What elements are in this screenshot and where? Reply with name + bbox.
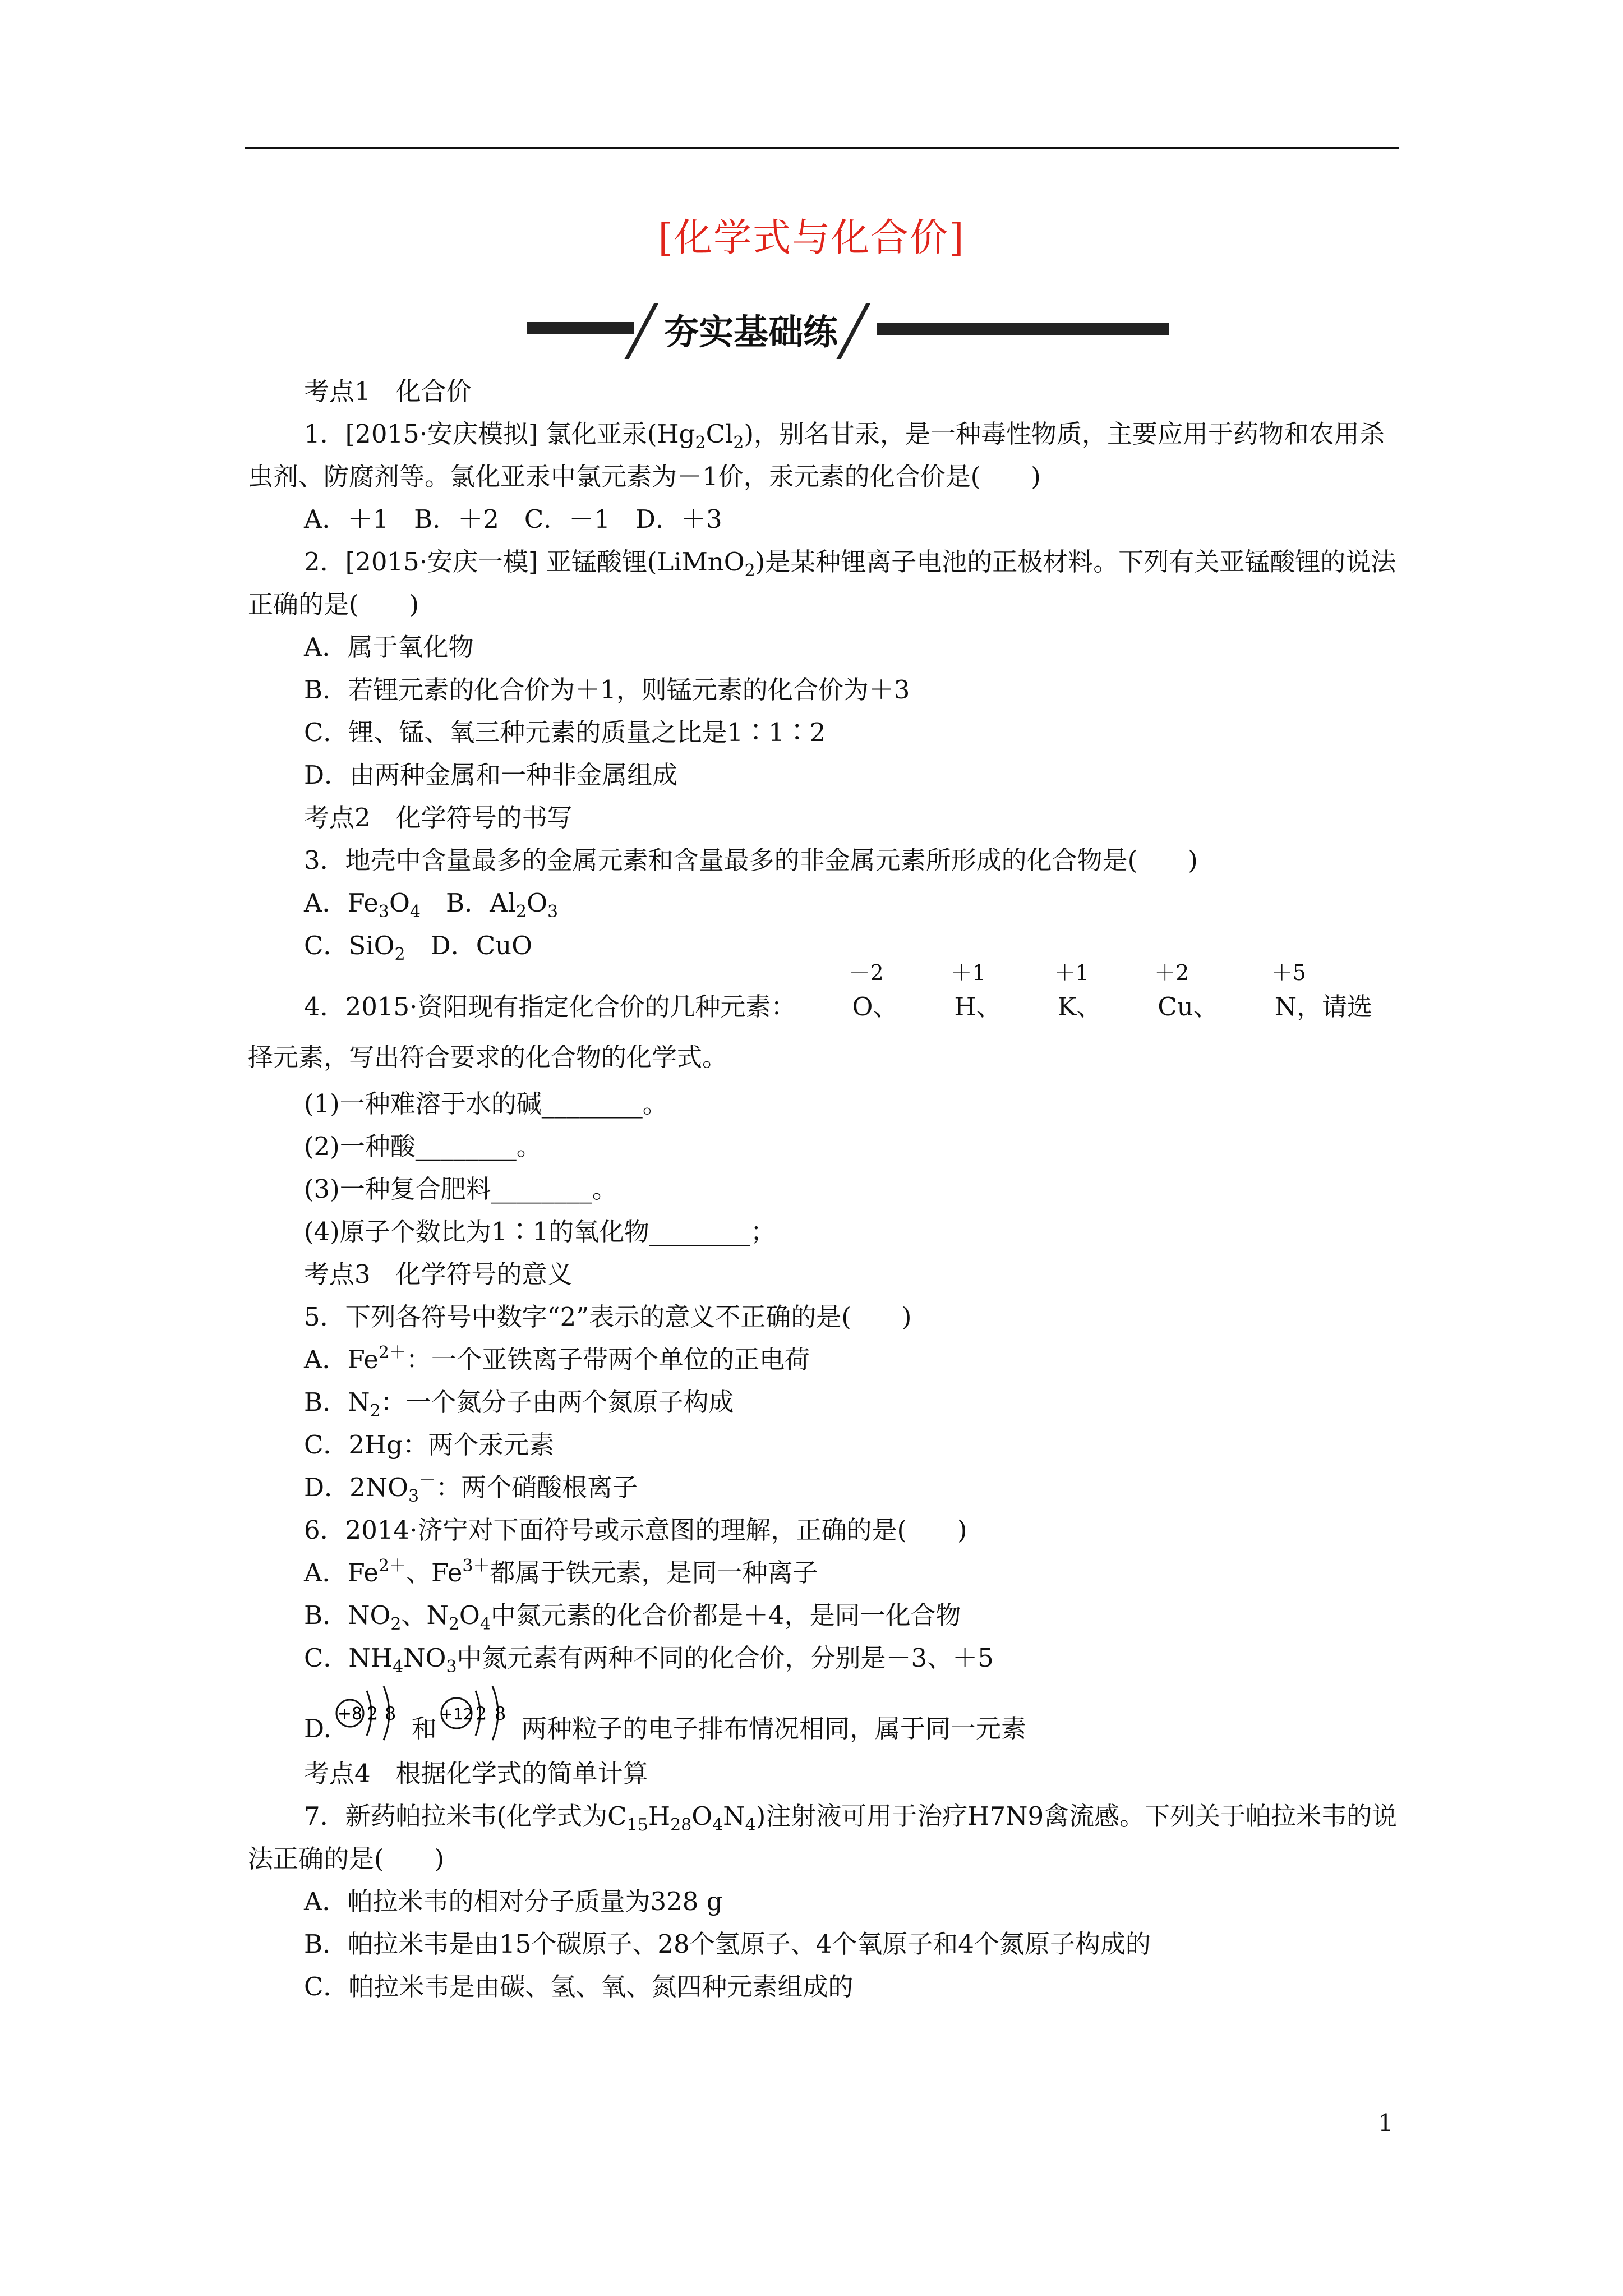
banner-bar-right <box>877 323 1169 335</box>
q1-text-b: Cl <box>706 419 734 449</box>
q3-option-c: C．SiO <box>304 931 395 960</box>
top-rule <box>245 147 1399 149</box>
atom-diagram-magnesium <box>439 1680 528 1747</box>
question-3-options-ab: A．$Fe_3O_4$ B．$Al_2O_3$ <box>304 888 559 922</box>
q2-text-a: 2．[2015·安庆一模] 亚锰酸锂(LiMnO <box>304 547 745 577</box>
q4-text-b: ，请选择元素，写出符合要求的化合物的化学式。 <box>248 992 1373 1072</box>
worksheet-content <box>248 370 1398 2008</box>
question-2-option-c: C．锂、锰、氧三种元素的质量之比是1∶1∶2 <box>304 717 826 747</box>
question-6-option-c: C．$NH_4NO_3$中氮元素有两种不同的化合价，分别是－3、＋5 <box>304 1643 994 1677</box>
question-2-stem: 2．[2015·安庆一模] 亚锰酸锂(LiMnO$_2$)是某种锂离子电池的正极材料。下列有关亚锰酸锂的说法正确的是( ) <box>248 547 1396 619</box>
nucleus-charge: +12 <box>440 1705 473 1723</box>
question-1-options: A．＋1 B．＋2 C．－1 D．＋3 <box>304 504 722 534</box>
question-4-stem: 4．2015·资阳现有指定化合价的几种元素： －2 O、 ＋1 H、 ＋1 K、 ＋2 Cu、 ＋5 N，请选择元素，写出符合要求的化合物的化学式。 <box>248 960 1373 1072</box>
banner-bar-left <box>527 322 634 334</box>
banner-label: 夯实基础练 <box>663 311 838 352</box>
q4-text-a: 4．2015·资阳现有指定化合价的几种元素： <box>304 992 796 1022</box>
shell-electrons-1: 2 <box>366 1703 379 1724</box>
question-5-option-c: C．2Hg：两个汞元素 <box>304 1430 555 1460</box>
page-title: [化学式与化合价] <box>658 216 965 260</box>
page-number: 1 <box>1378 2109 1393 2137</box>
question-5-option-a: A．$Fe^{2+}$：一个亚铁离子带两个单位的正电荷 <box>304 1343 810 1374</box>
section-heading-2: 考点2 化学符号的书写 <box>304 803 573 832</box>
shell-electrons-1: 2 <box>475 1703 487 1724</box>
question-2-option-d: D．由两种金属和一种非金属组成 <box>304 760 678 790</box>
question-7-stem: 7．新药帕拉米韦(化学式为$C_{15}H_{28}O_4N_4$)注射液可用于治疗H7N9禽流感。下列关于帕拉米韦的说法正确的是( ) <box>248 1801 1398 1874</box>
question-6-option-b: B．$NO_2$、$N_2O_4$中氮元素的化合价都是＋4，是同一化合物 <box>304 1600 961 1634</box>
question-2-option-a: A．属于氧化物 <box>304 632 474 662</box>
q6-d-text: 两种粒子的电子排布情况相同，属于同一元素 <box>522 1714 1027 1743</box>
valence-cu: ＋2 Cu <box>1154 960 1193 1022</box>
shell-electrons-2: 8 <box>494 1703 506 1724</box>
question-4-sub-1: (1)一种难溶于水的碱________。 <box>304 1089 668 1119</box>
q7-text-a: 7．新药帕拉米韦(化学式为C <box>304 1801 627 1831</box>
section-heading-3: 考点3 化学符号的意义 <box>304 1259 573 1289</box>
q6-d-label: D. <box>304 1714 331 1743</box>
question-5-option-d: D．$2NO_3^-$：两个硝酸根离子 <box>304 1471 638 1506</box>
nucleus-charge: +8 <box>337 1704 363 1724</box>
q1-text-c: )，别名甘汞，是一种毒性物质，主要应用于药物和农用杀虫剂、防腐剂等。氯化亚汞中氯元素为－1价，汞元素的化合价是( ) <box>248 419 1385 491</box>
question-7-option-c: C．帕拉米韦是由碳、氢、氧、氮四种元素组成的 <box>304 1972 854 2001</box>
question-5-stem: 5．下列各符号中数字“2”表示的意义不正确的是( ) <box>304 1302 912 1332</box>
atom-diagram-oxygen-ion <box>333 1680 417 1747</box>
q3-option-b: B．Al <box>421 888 516 918</box>
question-7-option-b: B．帕拉米韦是由15个碳原子、28个氢原子、4个氧原子和4个氮原子构成的 <box>304 1929 1151 1959</box>
q3-option-a: A．Fe <box>304 888 379 918</box>
shell-electrons-2: 8 <box>384 1703 396 1724</box>
section-heading-4: 考点4 根据化学式的简单计算 <box>304 1759 648 1788</box>
q2-text-b: )是某种锂离子电池的正极材料。下列有关亚锰酸锂的说法正确的是( ) <box>248 547 1396 619</box>
question-4-sub-4: (4)原子个数比为1∶1的氧化物________； <box>304 1217 776 1246</box>
q1-text-a: 1．[2015·安庆模拟] 氯化亚汞(Hg <box>304 419 695 449</box>
question-6-option-a: A．$Fe^{2+}$、$Fe^{3+}$都属于铁元素，是同一种离子 <box>304 1556 818 1588</box>
q3-option-d: D．CuO <box>405 931 533 960</box>
valence-o: －2 O <box>849 960 884 1022</box>
question-3-stem: 3．地壳中含量最多的金属元素和含量最多的非金属元素所形成的化合物是( ) <box>304 845 1198 875</box>
question-6-option-d <box>248 1680 1398 1752</box>
valence-h: ＋1 H <box>951 960 986 1022</box>
question-5-option-b: B．$N_2$：一个氮分子由两个氮原子构成 <box>304 1387 734 1421</box>
q7-text-b: )注射液可用于治疗H7N9禽流感。下列关于帕拉米韦的说法正确的是( ) <box>248 1801 1398 1874</box>
question-2-option-b: B．若锂元素的化合价为＋1，则锰元素的化合价为＋3 <box>304 675 910 705</box>
question-4-sub-2: (2)一种酸________。 <box>304 1131 542 1161</box>
valence-k: ＋1 K <box>1054 960 1089 1022</box>
section-heading-1: 考点1 化合价 <box>304 376 472 406</box>
q6-d-and: 和 <box>412 1714 437 1743</box>
section-banner <box>527 303 1169 359</box>
question-4-sub-3: (3)一种复合肥料________。 <box>304 1174 617 1204</box>
question-3-options-cd: C．SiO$_2$ D．CuO <box>304 931 533 964</box>
valence-n: ＋5 N <box>1271 960 1306 1022</box>
question-1-stem: 1．[2015·安庆模拟] 氯化亚汞$(Hg_2Cl_2)$，别名甘汞，是一种毒性物质，主要应用于药物和农用杀虫剂、防腐剂等。氯化亚汞中氯元素为－1价，汞元素的化合价是( ) <box>248 419 1385 491</box>
question-7-option-a: A．帕拉米韦的相对分子质量为328 g <box>304 1887 723 1916</box>
question-6-stem: 6．2014·济宁对下面符号或示意图的理解，正确的是( ) <box>304 1515 967 1545</box>
